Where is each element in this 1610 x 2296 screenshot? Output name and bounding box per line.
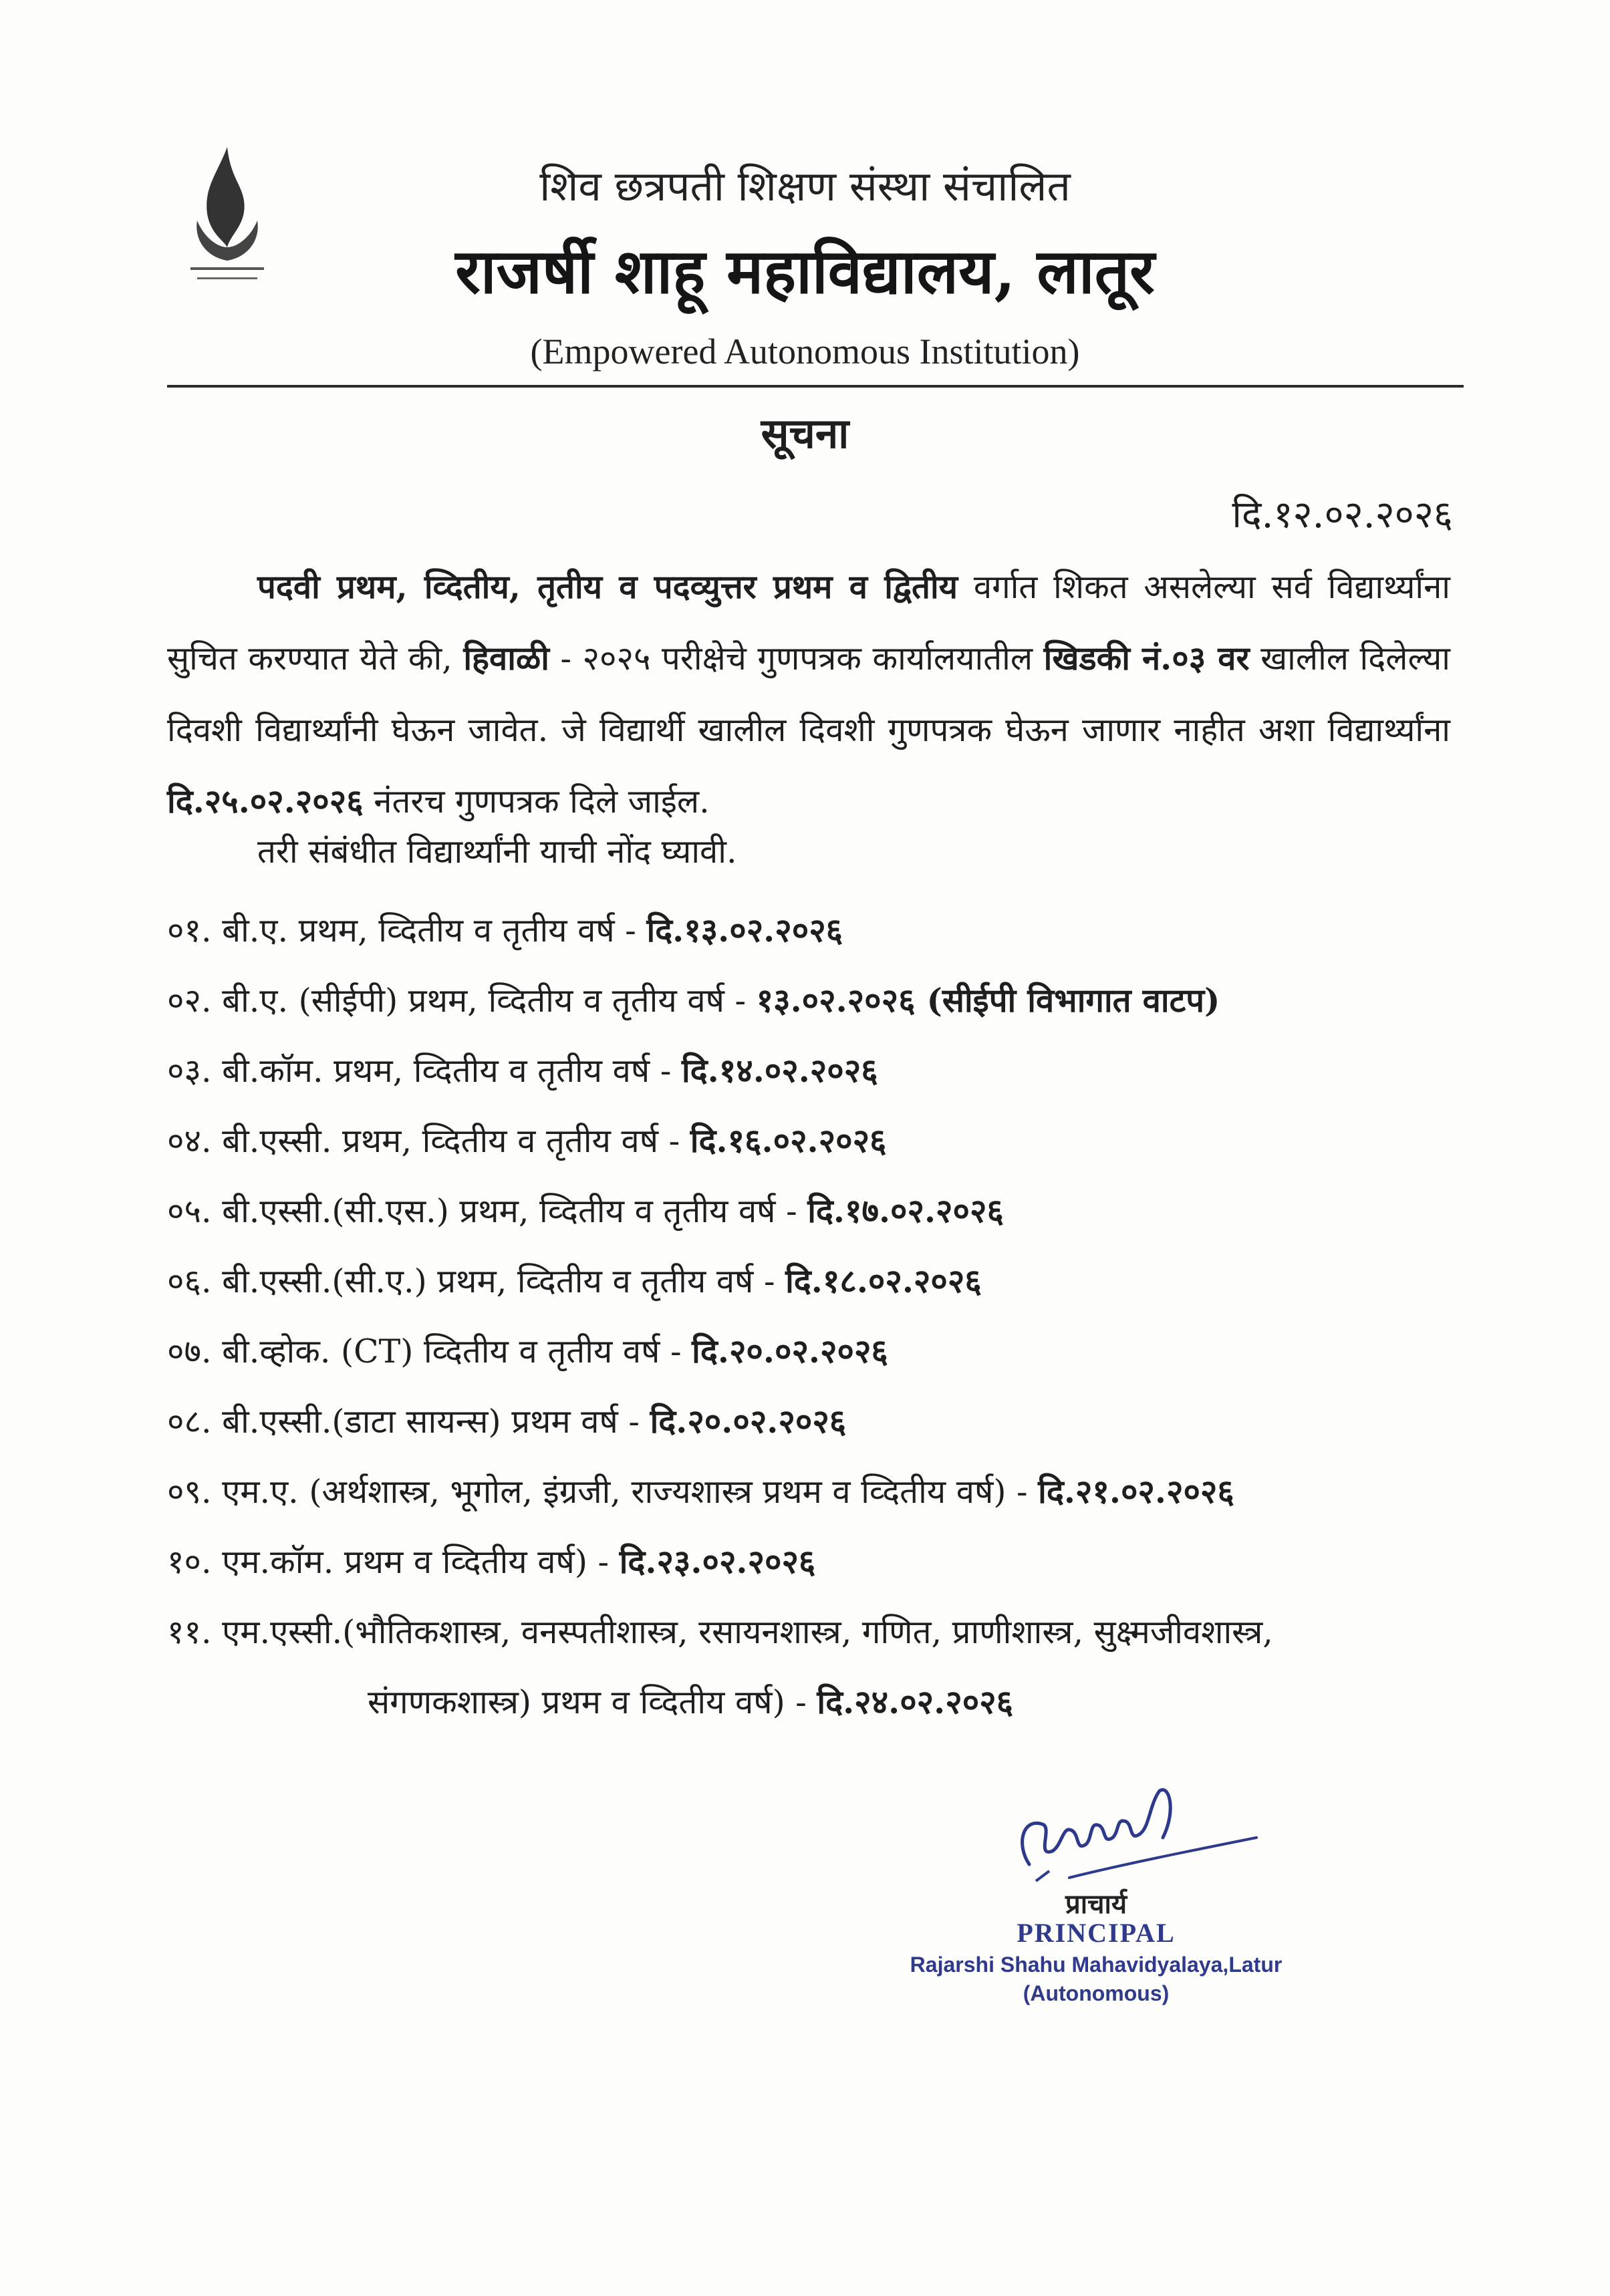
schedule-date: दि.१४.०२.२०२६ — [681, 1051, 878, 1090]
schedule-text: ११. एम.एस्सी.(भौतिकशास्त्र, वनस्पतीशास्त्र, रसायनशास्त्र, गणित, प्राणीशास्त्र, सुक्ष्मजीवशास्त्र, — [167, 1613, 1273, 1651]
schedule-item — [167, 1106, 1470, 1176]
schedule-text: ०९. एम.ए. (अर्थशास्त्र, भूगोल, इंग्रजी, राज्यशास्त्र प्रथम व व्दितीय वर्ष) - — [167, 1473, 1039, 1511]
schedule-item — [167, 1176, 1470, 1246]
schedule-text: ०६. बी.एस्सी.(सी.ए.) प्रथम, व्दितीय व तृतीय वर्ष - — [167, 1262, 786, 1300]
schedule-text: ०३. बी.कॉम. प्रथम, व्दितीय व तृतीय वर्ष - — [167, 1052, 682, 1090]
schedule-date: दि.१६.०२.२०२६ — [690, 1121, 887, 1160]
schedule-text: ०१. बी.ए. प्रथम, व्दितीय व तृतीय वर्ष - — [167, 911, 647, 950]
schedule-text: संगणकशास्त्र) प्रथम व व्दितीय वर्ष) - — [368, 1683, 817, 1721]
schedule-date: दि.२४.०२.२०२६ — [817, 1683, 1014, 1721]
notice-note: तरी संबंधीत विद्यार्थ्यांनी याची नोंद घ्यावी. — [257, 833, 737, 871]
header-divider — [167, 385, 1464, 388]
institution-status: (Empowered Autonomous Institution) — [530, 331, 1080, 372]
body-text-3: खालील दिलेल्या दिवशी विद्यार्थ्यांनी घेऊन जावेत. जे विद्यार्थी खालील दिवशी गुणपत्रक घेऊन जाणार नाहीत अशा विद्यार्थ्यांना — [167, 639, 1450, 749]
society-name: शिव छत्रपती शिक्षण संस्था संचालित — [539, 162, 1071, 210]
window-bold: खिडकी नं.०३ वर — [1043, 639, 1250, 678]
role-marathi: प्राचार्य — [1065, 1889, 1127, 1920]
schedule-text: १०. एम.कॉम. प्रथम व व्दितीय वर्ष) - — [167, 1543, 620, 1581]
notice-heading: सूचना — [761, 409, 849, 458]
schedule-item-continuation — [167, 1667, 1470, 1737]
schedule-text: ०७. बी.व्होक. (CT) व्दितीय व तृतीय वर्ष - — [167, 1332, 692, 1371]
schedule-item — [167, 1246, 1470, 1316]
notice-date: दि.१२.०२.२०२६ — [1232, 493, 1453, 537]
schedule-date: दि.१७.०२.२०२६ — [807, 1191, 1004, 1230]
classes-bold: पदवी प्रथम, व्दितीय, तृतीय व पदव्युत्तर प्रथम व द्वितीय — [257, 567, 958, 606]
principal-stamp — [909, 1884, 1283, 2006]
stamp-institution: Rajarshi Shahu Mahavidyalaya,Latur — [910, 1953, 1283, 1977]
schedule-date: दि.१८.०२.२०२६ — [785, 1262, 982, 1300]
college-title: राजर्षी शाहू महाविद्यालय, लातूर — [455, 235, 1155, 307]
notice-body — [167, 551, 1450, 837]
schedule-item — [167, 1527, 1470, 1597]
schedule-extra: (सीईपी विभागात वाटप) — [915, 981, 1220, 1020]
deadline-bold: दि.२५.०२.२०२६ — [167, 782, 364, 821]
schedule-text: ०२. बी.ए. (सीईपी) प्रथम, व्दितीय व तृतीय वर्ष - — [167, 982, 757, 1020]
schedule-list — [167, 895, 1470, 1737]
body-text-4: नंतरच गुणपत्रक दिले जाईल. — [363, 782, 710, 821]
schedule-date: दि.२३.०२.२०२६ — [619, 1542, 816, 1581]
role-title: PRINCIPAL — [1017, 1918, 1176, 1948]
body-text-1: वर्गात शिकत असलेल्या सर्व विद्यार्थ्यांना सुचित करण्यात येते की, — [167, 568, 1450, 678]
schedule-item — [167, 1387, 1470, 1457]
body-text-2: - २०२५ परीक्षेचे गुणपत्रक कार्यालयातील — [549, 639, 1044, 678]
schedule-date: दि.१३.०२.२०२६ — [646, 911, 843, 950]
schedule-date: १३.०२.२०२६ — [756, 981, 916, 1020]
schedule-date: दि.२०.०२.२०२६ — [650, 1402, 847, 1441]
schedule-item — [167, 1316, 1470, 1387]
schedule-item — [167, 1036, 1470, 1106]
signature-scribble-icon — [989, 1764, 1270, 1898]
schedule-item — [167, 966, 1470, 1036]
schedule-text: ०५. बी.एस्सी.(सी.एस.) प्रथम, व्दितीय व तृतीय वर्ष - — [167, 1192, 808, 1230]
schedule-text: ०४. बी.एस्सी. प्रथम, व्दितीय व तृतीय वर्ष - — [167, 1122, 690, 1160]
schedule-item — [167, 895, 1470, 966]
schedule-date: दि.२१.०२.२०२६ — [1038, 1472, 1234, 1511]
session-bold: हिवाळी — [463, 639, 549, 678]
principal-signature — [989, 1764, 1270, 1898]
schedule-text: ०८. बी.एस्सी.(डाटा सायन्स) प्रथम वर्ष - — [167, 1403, 650, 1441]
schedule-item — [167, 1457, 1470, 1527]
schedule-item — [167, 1597, 1470, 1667]
schedule-date: दि.२०.०२.२०२६ — [692, 1332, 888, 1371]
stamp-autonomy: (Autonomous) — [1023, 1981, 1170, 2005]
